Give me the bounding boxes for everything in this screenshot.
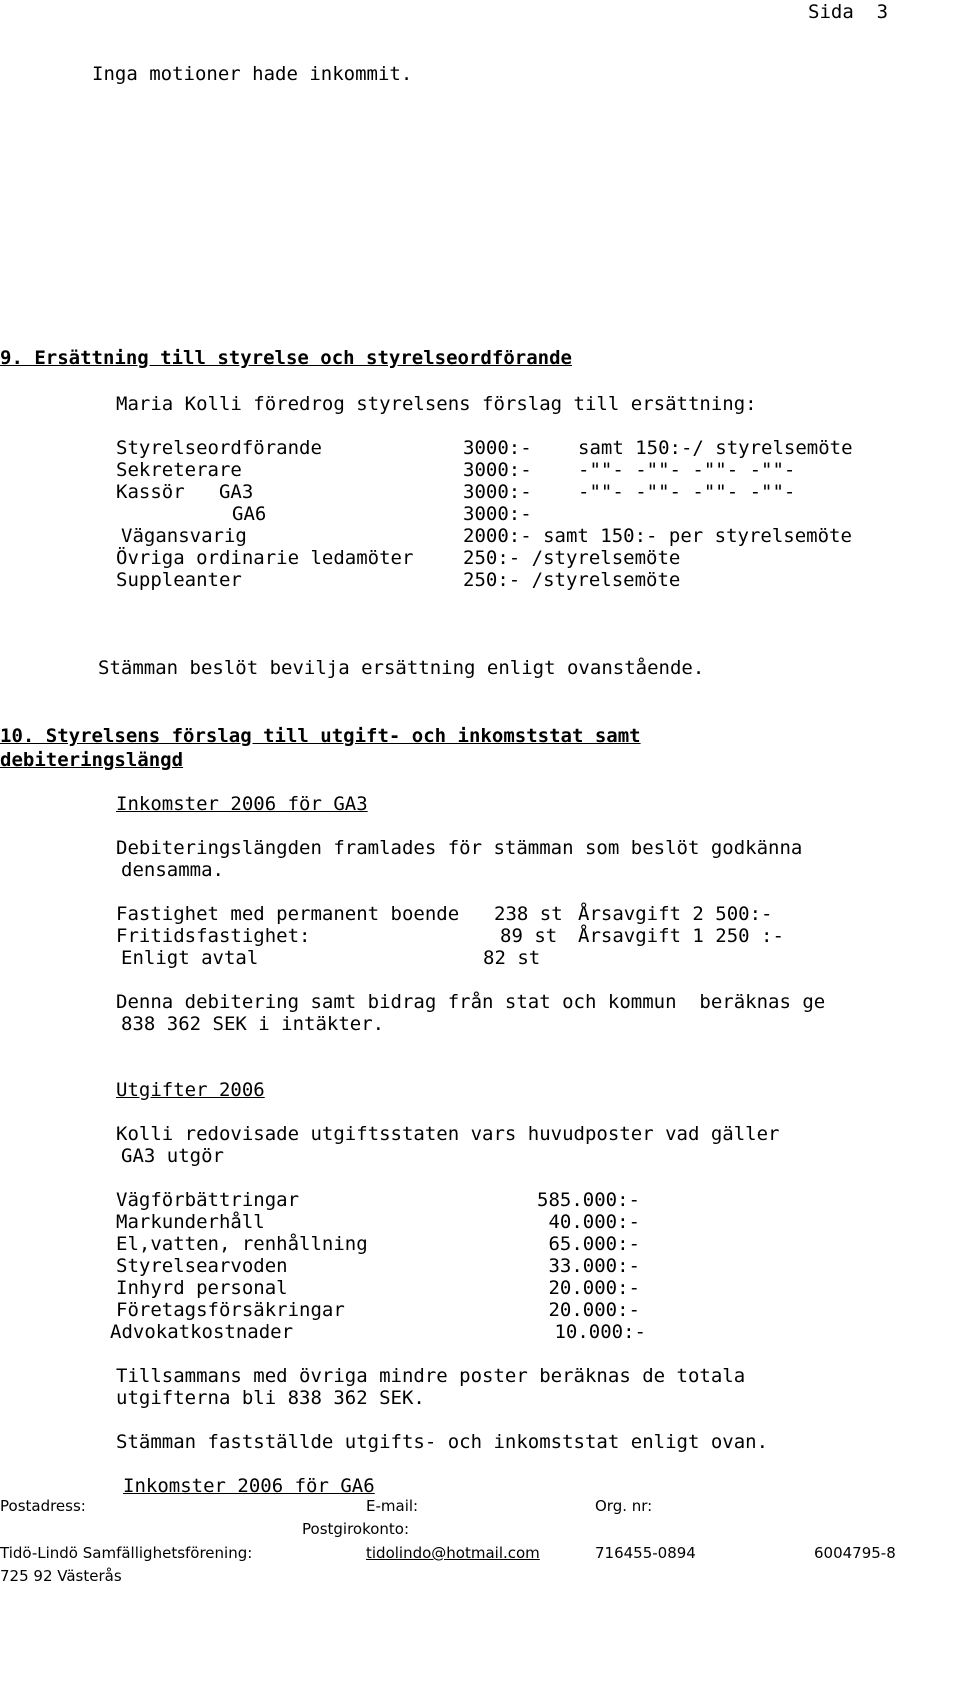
role: Kassör GA3: [116, 481, 254, 503]
role: Suppleanter: [116, 569, 242, 591]
income-ga3-title: Inkomster 2006 för GA3: [116, 793, 368, 815]
income-ga6-title: Inkomster 2006 för GA6: [123, 1475, 375, 1497]
expense-label: Inhyrd personal: [116, 1277, 288, 1299]
property-label: Fritidsfastighet:: [116, 925, 311, 947]
property-fee: Årsavgift 2 500:-: [578, 903, 773, 925]
expenses-title: Utgifter 2006: [116, 1079, 265, 1101]
expense-label: Styrelsearvoden: [116, 1255, 288, 1277]
page-number: Sida 3: [808, 1, 889, 23]
total-text: Tillsammans med övriga mindre poster beräknas de totala: [116, 1365, 746, 1387]
role: GA6: [232, 503, 267, 525]
section-9-intro: Maria Kolli föredrog styrelsens förslag till ersättning:: [116, 393, 757, 415]
section-10-decision: Stämman fastställde utgifts- och inkomststat enligt ovan.: [116, 1431, 769, 1453]
note: samt 150:-/ styrelsemöte: [578, 437, 853, 459]
property-count: 89 st: [500, 925, 558, 947]
intro-text: Inga motioner hade inkommit.: [92, 63, 413, 85]
footer-email-link[interactable]: tidolindo@hotmail.com: [366, 1544, 540, 1562]
revenue-text: Denna debitering samt bidrag från stat och kommun beräknas ge: [116, 991, 826, 1013]
footer-address-label: Postadress:: [0, 1497, 86, 1515]
role: Vägansvarig: [121, 525, 247, 547]
expense-amount: 20.000:-: [548, 1277, 640, 1299]
property-label: Fastighet med permanent boende: [116, 903, 460, 925]
role: Styrelseordförande: [116, 437, 322, 459]
amount: 3000:-: [463, 459, 532, 481]
footer-city: 725 92 Västerås: [0, 1567, 122, 1585]
section-9-decision: Stämman beslöt bevilja ersättning enligt ovanstående.: [98, 657, 705, 679]
role: Sekreterare: [116, 459, 242, 481]
expense-label: Företagsförsäkringar: [116, 1299, 345, 1321]
role: Övriga ordinarie ledamöter: [116, 547, 414, 569]
section-10-heading: 10. Styrelsens förslag till utgift- och inkomststat samt: [0, 725, 641, 747]
amount: 250:- /styrelsemöte: [463, 547, 681, 569]
expense-label: Markunderhåll: [116, 1211, 265, 1233]
section-9-heading: 9. Ersättning till styrelse och styrelseordförande: [0, 347, 572, 369]
property-fee: Årsavgift 1 250 :-: [578, 925, 784, 947]
amount: 3000:-: [463, 437, 532, 459]
amount: 3000:-: [463, 481, 532, 503]
property-count: 82 st: [483, 947, 541, 969]
footer-org-name: Tidö-Lindö Samfällighetsförening:: [0, 1544, 253, 1562]
property-count: 238 st: [494, 903, 563, 925]
expense-amount: 65.000:-: [548, 1233, 640, 1255]
note: -""- -""- -""- -""-: [578, 481, 796, 503]
footer-org-nr: 716455-0894: [595, 1544, 696, 1562]
expense-amount: 10.000:-: [554, 1321, 646, 1343]
total-text-cont: utgifterna bli 838 362 SEK.: [116, 1387, 425, 1409]
amount: 3000:-: [463, 503, 532, 525]
expenses-intro: Kolli redovisade utgiftsstaten vars huvudposter vad gäller: [116, 1123, 780, 1145]
note: -""- -""- -""- -""-: [578, 459, 796, 481]
debit-text-cont: densamma.: [121, 859, 224, 881]
expense-label: El,vatten, renhållning: [116, 1233, 368, 1255]
expense-amount: 33.000:-: [548, 1255, 640, 1277]
footer-giro-nr: 6004795-8: [814, 1544, 896, 1562]
footer-email-label: E-mail:: [366, 1497, 419, 1515]
revenue-text-cont: 838 362 SEK i intäkter.: [121, 1013, 385, 1035]
expense-amount: 40.000:-: [548, 1211, 640, 1233]
expense-label: Advokatkostnader: [110, 1321, 294, 1343]
section-10-heading-cont: debiteringslängd: [0, 749, 184, 771]
debit-text: Debiteringslängden framlades för stämman som beslöt godkänna: [116, 837, 803, 859]
expense-amount: 585.000:-: [537, 1189, 640, 1211]
amount: 250:- /styrelsemöte: [463, 569, 681, 591]
expenses-intro-cont: GA3 utgör: [121, 1145, 224, 1167]
footer-org-label: Org. nr:: [595, 1497, 653, 1515]
expense-amount: 20.000:-: [548, 1299, 640, 1321]
footer-giro-label: Postgirokonto:: [302, 1520, 410, 1538]
property-label: Enligt avtal: [121, 947, 259, 969]
expense-label: Vägförbättringar: [116, 1189, 300, 1211]
amount: 2000:- samt 150:- per styrelsemöte: [463, 525, 852, 547]
